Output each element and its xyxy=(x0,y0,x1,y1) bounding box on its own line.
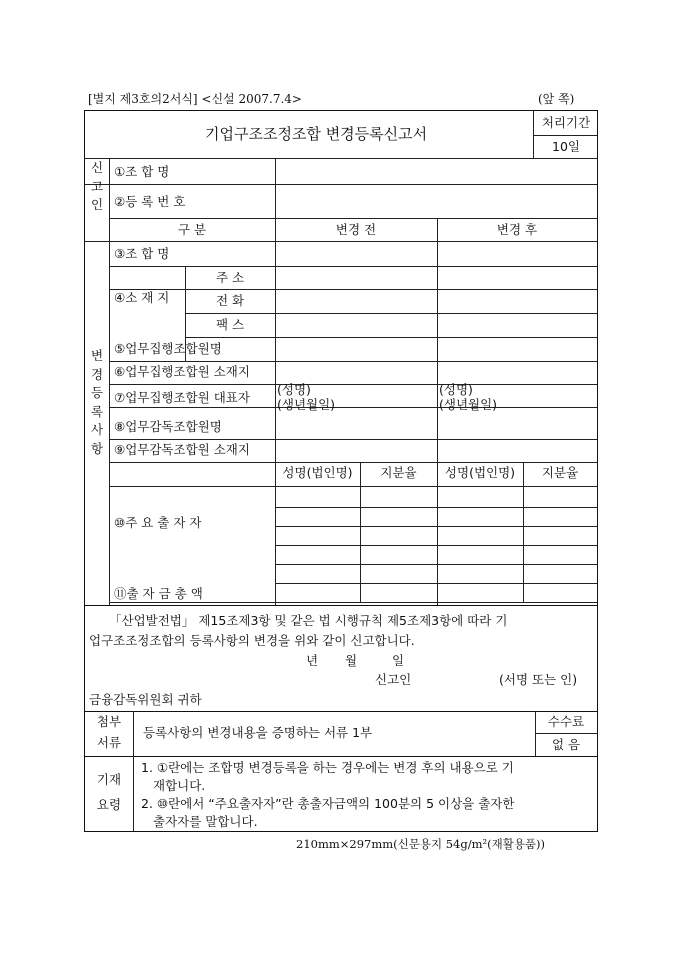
form-table xyxy=(84,110,598,832)
declarant-label: 신고인 xyxy=(375,672,412,687)
inv-share-after-header: 지분율 xyxy=(541,465,579,480)
instruction-1a: 1. ①란에는 조합명 변경등록을 하는 경우에는 변경 후의 내용으로 기 xyxy=(141,760,514,775)
union-name-change-label: ③조 합 명 xyxy=(114,246,170,261)
date-month: 월 xyxy=(345,653,358,668)
union-name-label: ①조 합 명 xyxy=(114,164,170,179)
registration-no-field[interactable] xyxy=(276,185,596,217)
col-after: 변경 후 xyxy=(496,222,538,237)
investors-label: ⑩주 요 출 자 자 xyxy=(114,515,202,530)
fax-label: 팩 스 xyxy=(215,317,245,332)
instruction-2b: 출자자를 말합니다. xyxy=(153,814,258,829)
address-label: 주 소 xyxy=(215,270,245,285)
processing-label: 처리기간 xyxy=(541,115,591,130)
phone-label: 전 화 xyxy=(215,293,245,308)
col-before: 변경 전 xyxy=(335,222,377,237)
instructions-label-2: 요령 xyxy=(96,797,122,812)
signature-label: (서명 또는 인) xyxy=(499,672,578,687)
exec-member-location-label: ⑥업무집행조합원 소재지 xyxy=(114,364,250,379)
processing-value: 10일 xyxy=(552,139,580,154)
instruction-1b: 재합니다. xyxy=(153,778,206,793)
date-year: 년 xyxy=(306,653,319,668)
instruction-2a: 2. ⑩란에서 “주요출자자”란 총출자금액의 100분의 5 이상을 출자한 xyxy=(141,796,515,811)
total-capital-label: ⑪출 자 금 총 액 xyxy=(114,586,203,601)
rep-birth-before: (생년월일) xyxy=(277,397,336,412)
declaration-line1: 「산업발전법」 제15조제3항 및 같은 법 시행규칙 제5조제3항에 따라 기 xyxy=(109,613,508,628)
page-side: (앞 쪽) xyxy=(538,92,575,106)
exec-member-rep-label: ⑦업무집행조합원 대표자 xyxy=(114,390,250,405)
date-day: 일 xyxy=(392,653,405,668)
declaration-line2: 업구조조정조합의 등록사항의 변경을 위와 같이 신고합니다. xyxy=(89,633,415,648)
sup-member-location-label: ⑨업무감독조합원 소재지 xyxy=(114,442,250,457)
instructions-label-1: 기재 xyxy=(96,772,122,787)
exec-member-name-label: ⑤업무집행조합원명 xyxy=(114,341,222,356)
form-title: 기업구조조정조합 변경등록신고서 xyxy=(205,125,428,143)
fee-value: 없 음 xyxy=(551,737,581,752)
col-category: 구 분 xyxy=(177,222,207,237)
attachment-label-2: 서류 xyxy=(96,735,122,750)
rep-name-after: (성명) xyxy=(439,382,473,397)
rep-birth-after: (생년월일) xyxy=(439,397,498,412)
form-number: [별지 제3호의2서식] <신설 2007.7.4> xyxy=(88,92,302,106)
rep-name-before: (성명) xyxy=(277,382,311,397)
union-name-field[interactable] xyxy=(276,159,596,183)
addressee: 금융감독위원회 귀하 xyxy=(89,692,202,707)
inv-name-before-header: 성명(법인명) xyxy=(282,465,353,480)
fee-label: 수수료 xyxy=(547,714,585,729)
location-label: ④소 재 지 xyxy=(114,290,170,305)
registration-no-label: ②등 록 번 호 xyxy=(114,194,186,209)
change-section-label: 변 경 등 록 사 항 xyxy=(90,348,104,456)
applicant-section-label: 신 고 인 xyxy=(90,160,104,212)
inv-name-after-header: 성명(법인명) xyxy=(444,465,516,480)
attachment-doc: 등록사항의 변경내용을 증명하는 서류 1부 xyxy=(143,725,373,740)
attachment-label-1: 첨부 xyxy=(96,714,122,729)
inv-share-before-header: 지분율 xyxy=(380,465,417,480)
paper-spec: 210mm×297mm(신문용지 54g/m²(재활용품)) xyxy=(296,837,546,851)
sup-member-name-label: ⑧업무감독조합원명 xyxy=(114,419,222,434)
